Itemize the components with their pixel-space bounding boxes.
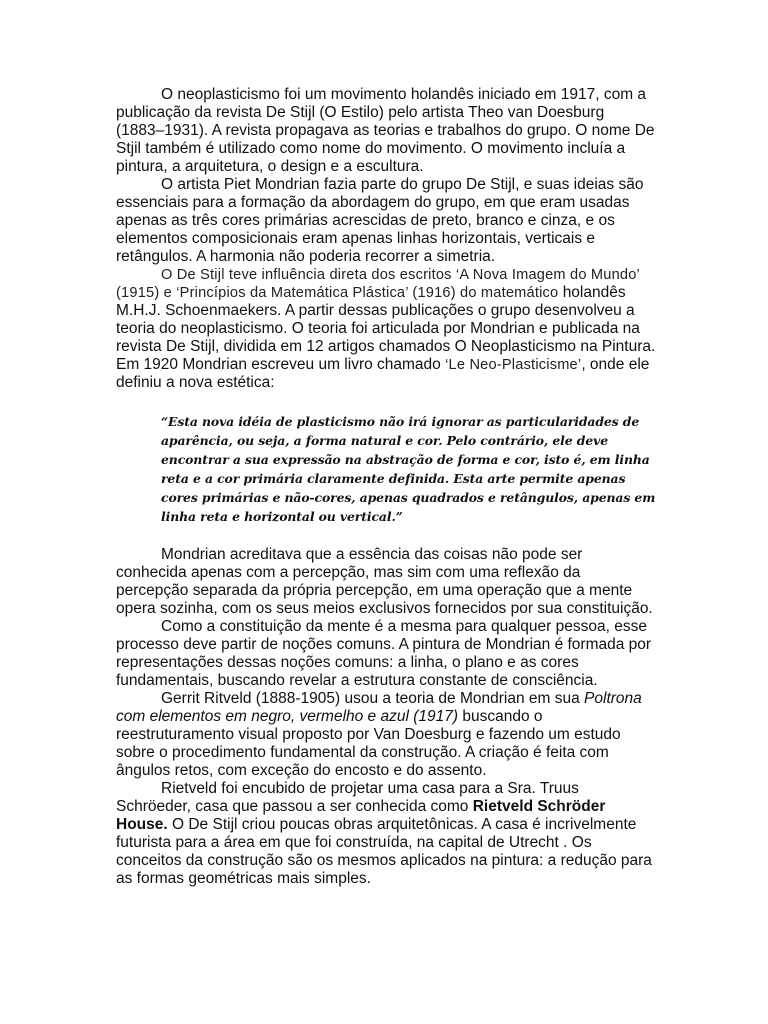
house-lead-text: Rietveld foi encubido de projetar uma casa para a Sra. Truus Schröeder, casa que passou a ser conhecida como	[116, 780, 579, 815]
document-page	[116, 86, 656, 888]
paragraph-influence	[116, 266, 656, 392]
book-title-text: ‘Le Neo-Plasticisme’	[445, 357, 582, 373]
influence-body-text: holandês M.H.J. Schoenmaekers. A partir dessas publicações o grupo desenvolveu a teoria do neoplasticismo. O teoria foi articulada por Mondrian e publicada na revista De Stijl, dividida em 12 artigos chamados O Neoplasticismo na Pintura. Em 1920 Mondrian escreveu um livro chamado	[116, 284, 656, 373]
paragraph-schroder-house	[116, 780, 656, 888]
paragraph-common-notions: Como a constituição da mente é a mesma para qualquer pessoa, esse processo deve partir de noções comuns. A pintura de Mondrian é formada por representações dessas noções comuns: a linha, o plano e as cores fundamentais, buscando revelar a estrutura constante de consciência.	[116, 618, 652, 689]
chair-title-text: Poltrona com elementos em negro, vermelho e azul (1917)	[116, 690, 642, 725]
house-name-text: Rietveld Schröder House.	[116, 798, 606, 833]
paragraph-perception: Mondrian acreditava que a essência das coisas não pode ser conhecida apenas com a percepção, mas sim com uma reflexão da percepção separada da própria percepção, em uma operação que a mente opera sozinha, com os seus meios exclusivos fornecidos por sua constituição.	[116, 546, 653, 617]
paragraph-mondrian-ideas: O artista Piet Mondrian fazia parte do grupo De Stijl, e suas ideias são essenciais para a formação da abordagem do grupo, em que eram usadas apenas as três cores primárias acrescidas de preto, branco e cinza, e os elementos composicionais eram apenas linhas horizontais, verticais e retângulos. A harmonia não poderia recorrer a simetria.	[116, 176, 644, 265]
influence-lead-text: O De Stijl teve influência direta dos escritos ‘A Nova Imagem do Mundo’ (1915) e ‘Princípios da Matemática Plástica’ (1916) do matemático	[116, 267, 640, 301]
influence-tail-text: , onde ele definiu a nova estética:	[116, 356, 650, 391]
paragraph-neoplasticism-intro: O neoplasticismo foi um movimento holandês iniciado em 1917, com a publicação da revista De Stijl (O Estilo) pelo artista Theo van Doesburg (1883–1931). A revista propagava as teorias e trabalhos do grupo. O nome De Stjil também é utilizado como nome do movimento. O movimento incluía a pintura, a arquitetura, o design e a escultura.	[116, 86, 655, 175]
chair-lead-text: Gerrit Ritveld (1888-1905) usou a teoria de Mondrian em sua	[161, 690, 580, 707]
chair-tail-text: buscando o reestruturamento visual proposto por Van Doesburg e fazendo um estudo sobre o procedimento fundamental da construção. A criação é feita com ângulos retos, com exceção do encosto e do assento.	[116, 708, 621, 779]
paragraph-rietveld-chair	[116, 690, 656, 780]
house-tail-text: O De Stijl criou poucas obras arquitetônicas. A casa é incrivelmente futurista para a área em que foi construída, na capital de Utrecht . Os conceitos da construção são os mesmos aplicados na pintura: a redução para as formas geométricas mais simples.	[116, 816, 652, 887]
mondrian-quote: “Esta nova idéia de plasticismo não irá ignorar as particularidades de aparência, ou seja, a forma natural e cor. Pelo contrário, ele deve encontrar a sua expressão na abstração de forma e cor, isto é, em linha reta e a cor primária claramente definida. Esta arte permite apenas cores primárias e não-cores, apenas quadrados e retângulos, apenas em linha reta e horizontal ou vertical.”	[161, 414, 656, 524]
